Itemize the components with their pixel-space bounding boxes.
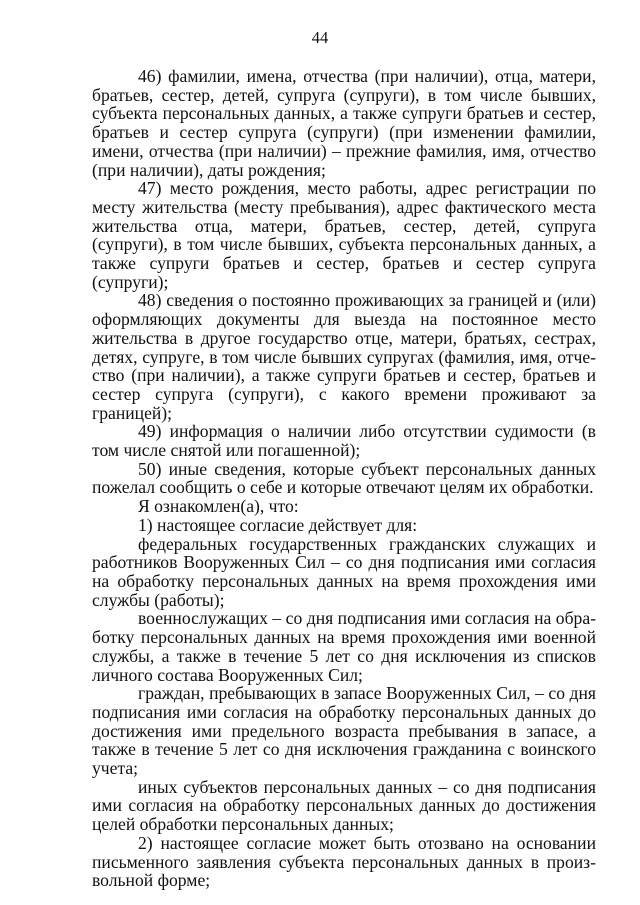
acknowledgement-item-1: 1) настоящее согласие действует для: — [138, 514, 418, 535]
paragraph-item-46: 46) фамилии, имена, отчества (при наличии), отца, матери, братьев, сестер, детей, супруга (супруги), в том числе бывших, субъекта персональных данных, а также супруги братьев и сестер, братьев и сестер супруга (супруги) (при изменении фамилии, имени, отчества (при наличии) – прежние фамилия, имя, отчество (при наличии), даты рождения; — [92, 66, 596, 180]
acknowledgement-heading: Я ознакомлен(а), что: — [138, 496, 299, 517]
consent-reserve: граждан, пребывающих в запасе Вооруженных Сил, – со дня подписания ими согласия на обработку персональных данных до достижения ими предельного возраста пребывания в запасе, а также в течение 5 лет со дня исключения гражданина с воинского учета; — [92, 683, 596, 779]
paragraph-item-50: 50) иные сведения, которые субъект персональных данных пожелал сообщить о себе и которые отвечают целям их обработки. — [92, 458, 596, 498]
page-number: 44 — [311, 28, 329, 47]
document-body — [92, 67, 596, 890]
paragraph-item-49: 49) информация о наличии либо отсутствии судимости (в том числе снятой или погашенной); — [92, 421, 596, 461]
consent-military: военнослужащих – со дня подписания ими согласия на обработку персональных данных на время прохождения ими военной службы, а также в течение 5 лет со дня исключения из списков личного состава Вооруженных Сил; — [92, 608, 596, 685]
consent-other-subjects: иных субъектов персональных данных – со дня подписания ими согласия на обработку персональных данных до достижения целей обработки персональных данных; — [92, 776, 596, 835]
paragraph-item-47: 47) место рождения, место работы, адрес регистрации по месту жительства (месту пребывания), адрес фактического места жительства отца, матери, братьев, сестер, детей, супруга (супруги), в том числе бывших, субъекта персональных данных, а также супруги братьев и сестер, братьев и сестер супруга (супруги); — [92, 178, 596, 292]
acknowledgement-item-2: 2) настоящее согласие может быть отозвано на основании письменного заявления субъекта персональных данных в произвольной форме; — [92, 832, 596, 891]
paragraph-item-48: 48) сведения о постоянно проживающих за границей и (или) оформляющих документы для выезда на постоянное место жительства в другое государство отце, матери, братьях, сестрах, детях, супруге, в том числе бывших супругах (фамилия, имя, отчество (при наличии), а также супруги братьев и сестер, братьев и сестер супруга (супруги), с какого времени проживают за границей); — [92, 290, 596, 423]
consent-civil-servants: федеральных государственных гражданских служащих и работников Вооруженных Сил – со дня подписания ими согласия на обработку персональных данных на время прохождения ими службы (работы); — [92, 533, 596, 610]
